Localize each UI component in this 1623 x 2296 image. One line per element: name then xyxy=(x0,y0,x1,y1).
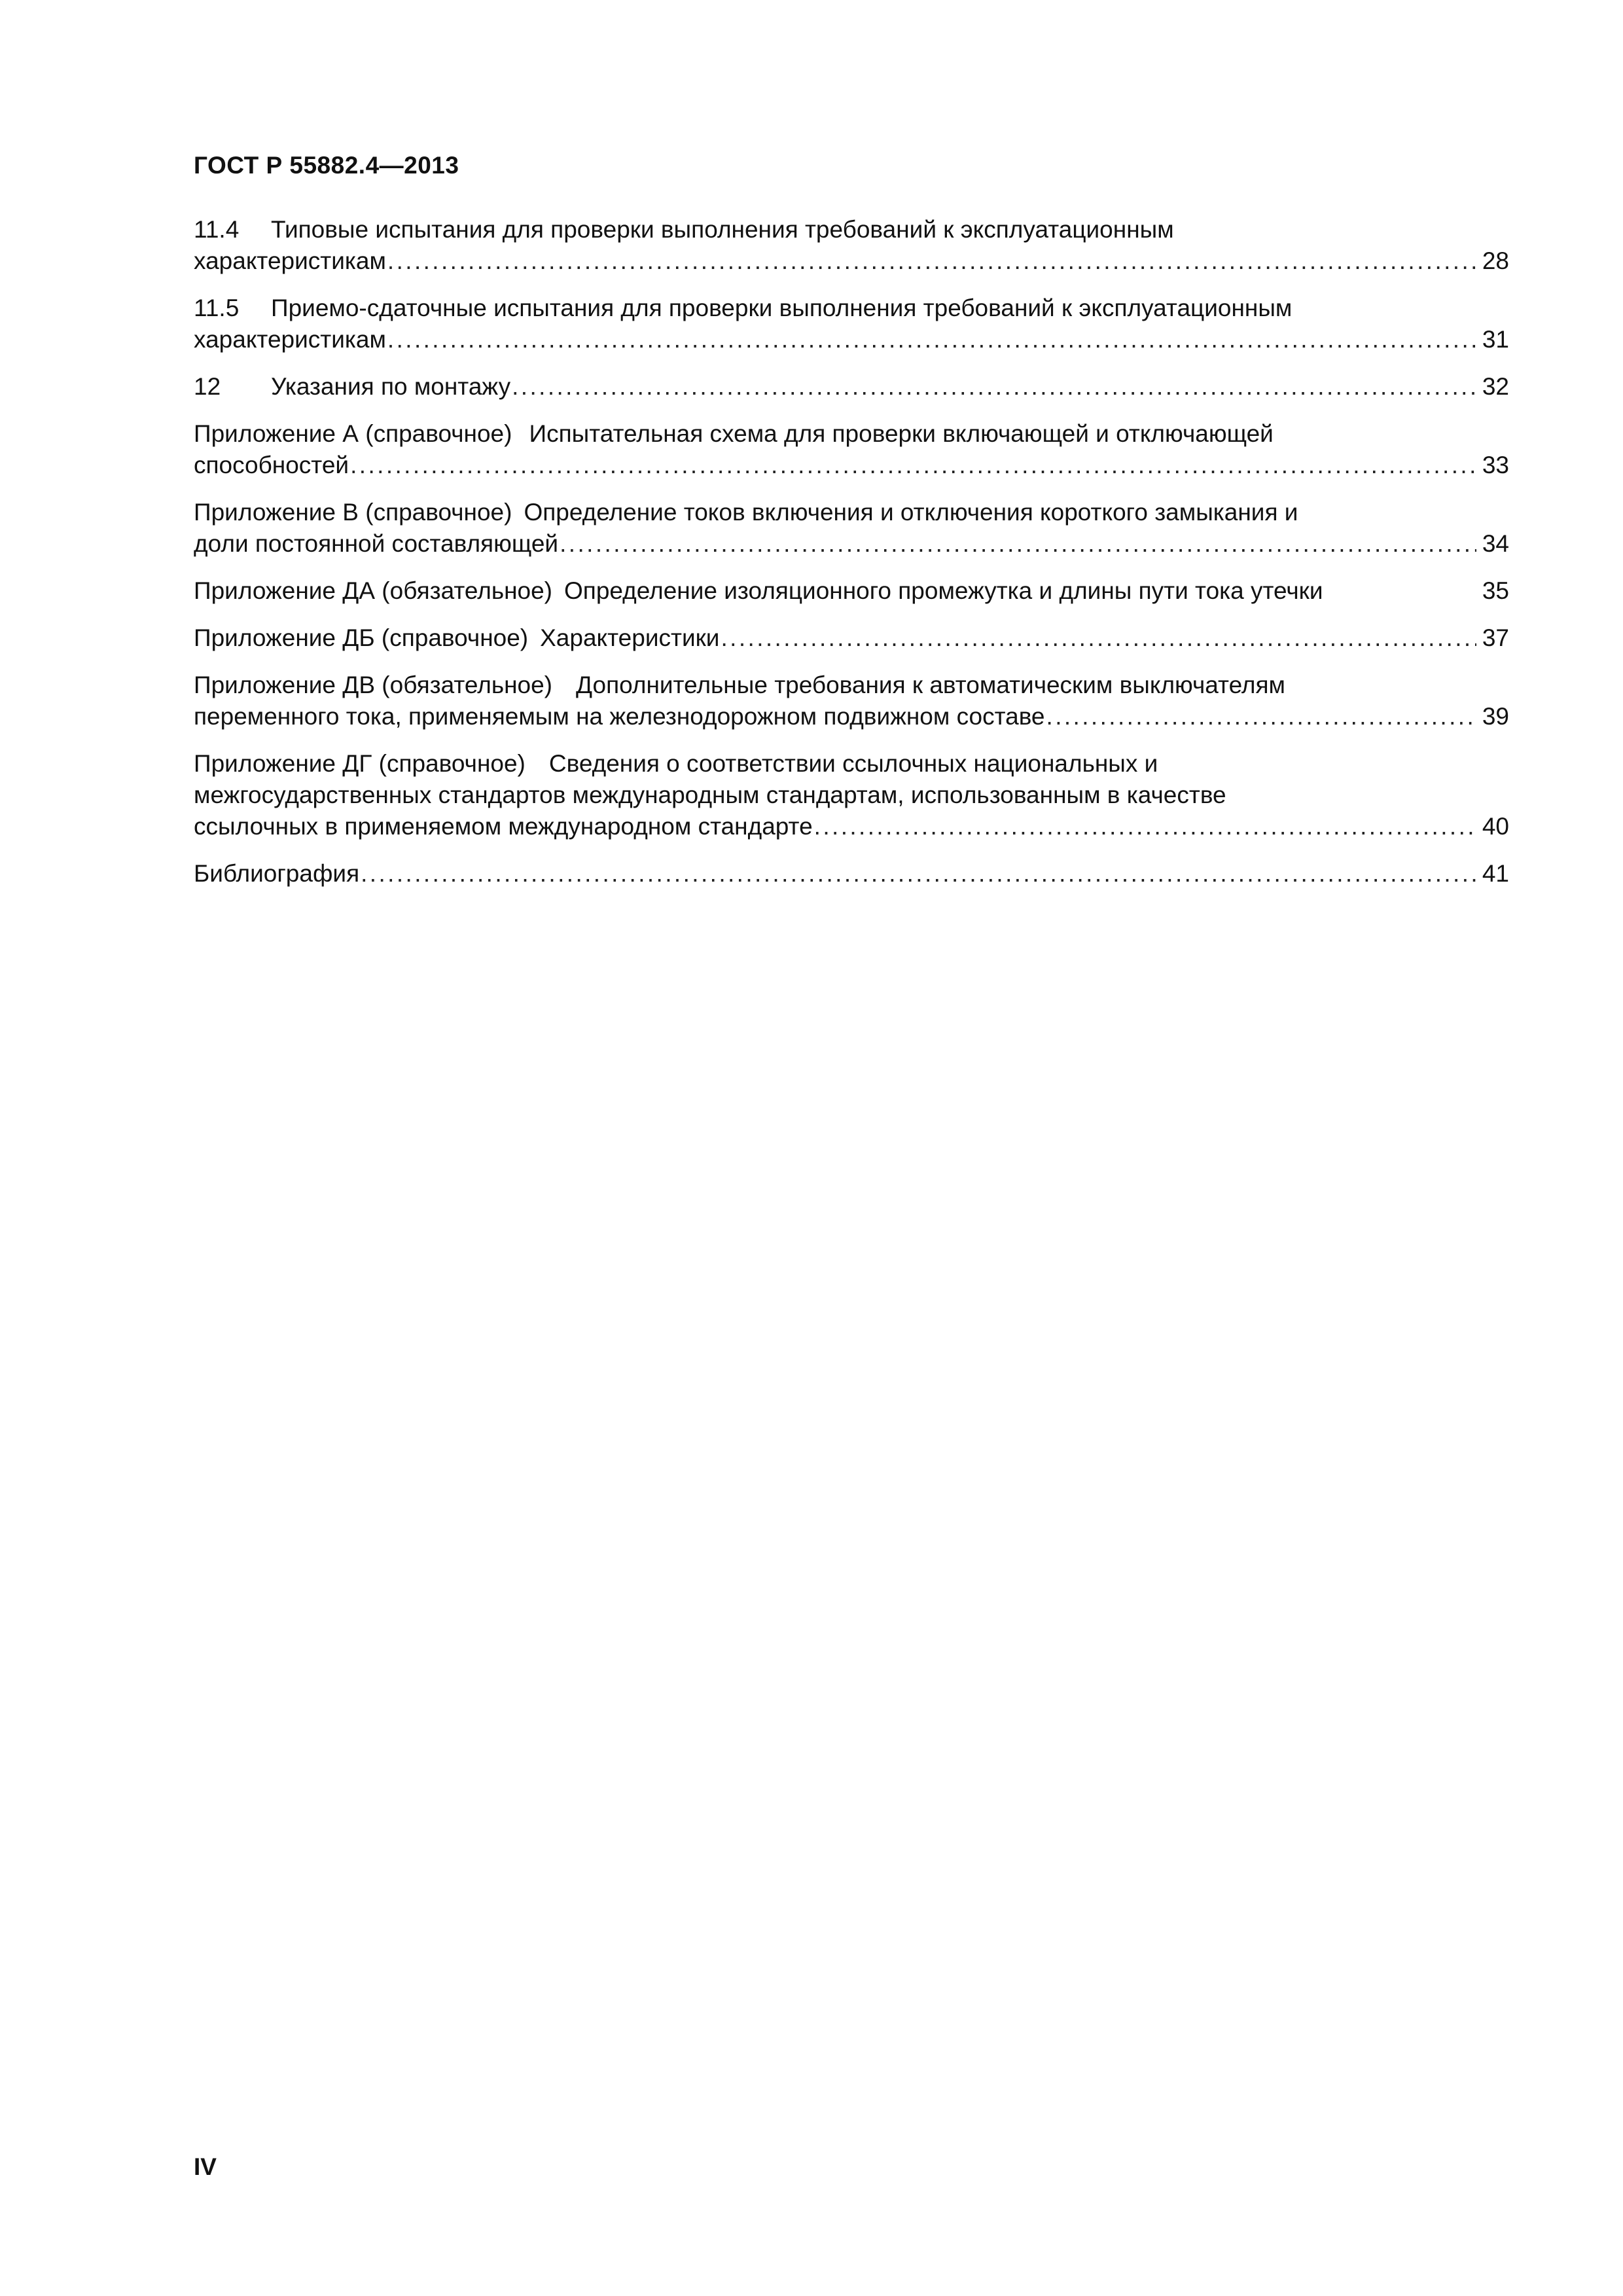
toc-entry-appendix-db[interactable] xyxy=(194,622,1509,654)
toc-entry-page: 34 xyxy=(1482,530,1509,557)
toc-entry-title-end: ссылочных в применяемом международном стандарте xyxy=(194,813,813,840)
toc-entry-page: 40 xyxy=(1482,813,1509,840)
table-of-contents xyxy=(194,214,1509,905)
toc-entry-prefix: Приложение ДБ (справочное) xyxy=(194,624,529,651)
toc-entry-title-end: способностей xyxy=(194,452,349,478)
toc-entry-12[interactable] xyxy=(194,371,1509,403)
page-number: IV xyxy=(194,2153,217,2180)
toc-entry-title: Испытательная схема для проверки включающей и отключающей xyxy=(529,420,1274,447)
toc-entry-first-line xyxy=(194,214,1509,245)
toc-entry-number: 12 xyxy=(194,373,221,400)
dot-leader xyxy=(814,811,1476,842)
toc-entry-title: Определение токов включения и отключения короткого замыкания и xyxy=(524,499,1298,526)
toc-entry-title: Указания по монтажу xyxy=(271,373,511,400)
document-header: ГОСТ Р 55882.4—2013 xyxy=(194,152,459,179)
toc-entry-last-line xyxy=(194,811,1509,842)
toc-entry-title-end: характеристикам xyxy=(194,247,386,274)
toc-entry-appendix-v[interactable] xyxy=(194,497,1509,560)
dot-leader xyxy=(361,858,1476,889)
toc-entry-appendix-dv[interactable] xyxy=(194,670,1509,732)
toc-entry-last-line xyxy=(194,528,1509,560)
toc-entry-first-line xyxy=(194,293,1509,324)
toc-entry-last-line xyxy=(194,450,1509,481)
toc-entry-appendix-dg[interactable] xyxy=(194,748,1509,842)
toc-entry-first-line xyxy=(194,418,1509,450)
toc-entry-11-4[interactable] xyxy=(194,214,1509,277)
toc-entry-last-line xyxy=(194,324,1509,355)
toc-entry-last-line xyxy=(194,245,1509,277)
toc-entry-bibliography[interactable] xyxy=(194,858,1509,889)
toc-entry-title: Библиография xyxy=(194,860,360,887)
toc-entry-number: 11.5 xyxy=(194,295,240,321)
toc-entry-page: 32 xyxy=(1482,373,1509,400)
toc-entry-title: Определение изоляционного промежутка и длины пути тока утечки xyxy=(564,577,1323,604)
toc-entry-title-end: характеристикам xyxy=(194,326,386,353)
toc-entry-title-end: доли постоянной составляющей xyxy=(194,530,559,557)
dot-leader xyxy=(560,528,1476,560)
toc-entry-title: Приемо-сдаточные испытания для проверки выполнения требований к эксплуатационным xyxy=(271,295,1293,321)
toc-entry-title: Дополнительные требования к автоматическим выключателям xyxy=(576,672,1285,698)
toc-entry-page: 35 xyxy=(1482,577,1509,604)
toc-entry-page: 37 xyxy=(1482,624,1509,651)
dot-leader xyxy=(387,324,1476,355)
toc-entry-page: 28 xyxy=(1482,247,1509,274)
toc-entry-prefix: Приложение А (справочное) xyxy=(194,420,512,447)
toc-entry-page: 33 xyxy=(1482,452,1509,478)
toc-entry-last-line xyxy=(194,858,1509,889)
toc-entry-last-line xyxy=(194,575,1509,607)
toc-entry-prefix: Приложение ДА (обязательное) xyxy=(194,577,553,604)
toc-entry-first-line xyxy=(194,748,1509,780)
toc-entry-last-line xyxy=(194,701,1509,732)
toc-entry-11-5[interactable] xyxy=(194,293,1509,355)
toc-entry-number: 11.4 xyxy=(194,216,240,243)
dot-leader xyxy=(350,450,1476,481)
toc-entry-first-line xyxy=(194,670,1509,701)
toc-entry-page: 41 xyxy=(1482,860,1509,887)
dot-leader xyxy=(1046,701,1476,732)
dot-leader xyxy=(512,371,1476,403)
toc-entry-prefix: Приложение ДВ (обязательное) xyxy=(194,672,553,698)
toc-entry-appendix-da[interactable] xyxy=(194,575,1509,607)
toc-entry-prefix: Приложение В (справочное) xyxy=(194,499,512,526)
toc-entry-last-line xyxy=(194,371,1509,403)
toc-entry-last-line xyxy=(194,622,1509,654)
toc-entry-page: 31 xyxy=(1482,326,1509,353)
toc-entry-title: Сведения о соответствии ссылочных национальных и xyxy=(548,750,1158,777)
dot-leader xyxy=(721,622,1476,654)
dot-leader xyxy=(387,245,1476,277)
toc-entry-second-line: межгосударственных стандартов международным стандартам, использованным в качестве xyxy=(194,781,1226,808)
toc-entry-appendix-a[interactable] xyxy=(194,418,1509,481)
toc-entry-first-line xyxy=(194,497,1509,528)
toc-entry-title-end: переменного тока, применяемым на железнодорожном подвижном составе xyxy=(194,703,1045,730)
toc-entry-title: Характеристики xyxy=(540,624,720,651)
toc-entry-prefix: Приложение ДГ (справочное) xyxy=(194,750,526,777)
toc-entry-page: 39 xyxy=(1482,703,1509,730)
toc-entry-title: Типовые испытания для проверки выполнения требований к эксплуатационным xyxy=(271,216,1174,243)
